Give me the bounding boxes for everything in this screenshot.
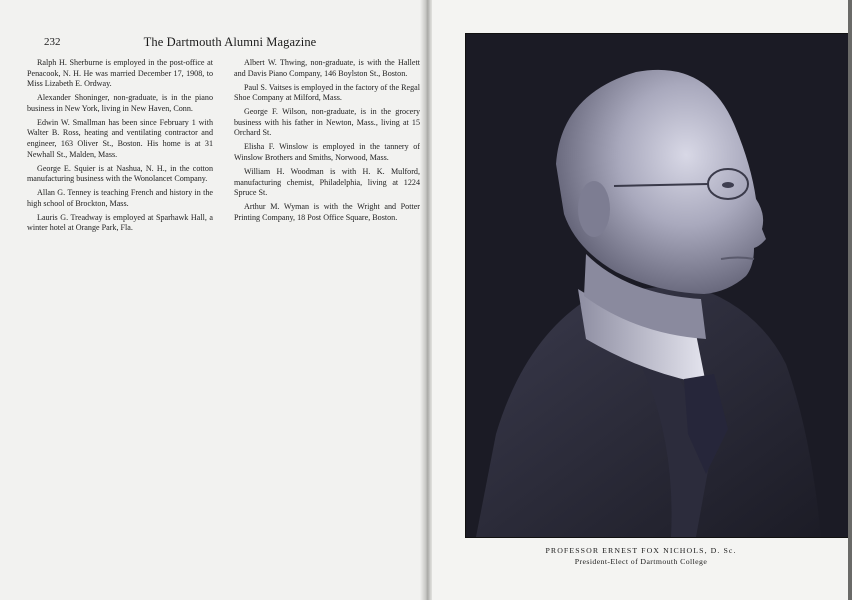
alumni-note: Arthur M. Wyman is with the Wright and Potter Printing Company, 18 Post Office Square, Boston. [234, 202, 420, 222]
right-page [432, 0, 850, 600]
alumni-note: Edwin W. Smallman has been since February 1 with Walter B. Ross, heating and ventilating contractor and engineer, 163 Oliver St., Boston. His home is at 31 Newhall St., Malden, Mass. [27, 117, 213, 159]
alumni-note: George F. Wilson, non-graduate, is in the grocery business with his father in Newton, Mass., living at 15 Orchard St. [234, 107, 420, 138]
portrait-illustration [466, 34, 850, 537]
alumni-note: Lauris G. Treadway is employed at Sparhawk Hall, a winter hotel at Orange Park, Fla. [27, 212, 213, 233]
caption-name: PROFESSOR ERNEST FOX NICHOLS, D. Sc. [545, 546, 737, 555]
alumni-note: Elisha F. Winslow is employed in the tannery of Winslow Brothers and Smiths, Norwood, Mass. [234, 142, 420, 162]
alumni-note: Alexander Shoninger, non-graduate, is in the piano business in New York, living in New Haven, Conn. [27, 93, 213, 113]
alumni-note: George E. Squier is at Nashua, N. H., in the cotton manufacturing business with the Wonolancet Company. [27, 163, 213, 184]
text-column-right [234, 58, 420, 227]
text-column-left [27, 58, 213, 237]
alumni-note: Ralph H. Sherburne is employed in the post-office at Penacook, N. H. He was married December 17, 1908, to Miss Lizabeth E. Ordway. [27, 58, 213, 89]
alumni-note: Albert W. Thwing, non-graduate, is with the Hallett and Davis Piano Company, 146 Boylston St., Boston. [234, 58, 420, 78]
running-title: The Dartmouth Alumni Magazine [143, 35, 317, 49]
alumni-note: Paul S. Vaitses is employed in the factory of the Regal Shoe Company at Milford, Mass. [234, 82, 420, 103]
alumni-note: William H. Woodman is with H. K. Mulford, manufacturing chemist, Philadelphia, living at 1224 Spruce St. [234, 166, 420, 198]
caption-role: President-Elect of Dartmouth College [574, 557, 708, 566]
page-header [44, 36, 416, 50]
page-edge [848, 0, 852, 600]
left-page [0, 0, 424, 600]
portrait-photo [465, 33, 850, 538]
alumni-note: Allan G. Tenney is teaching French and history in the high school of Brockton, Mass. [27, 188, 213, 208]
page-number: 232 [44, 36, 61, 48]
